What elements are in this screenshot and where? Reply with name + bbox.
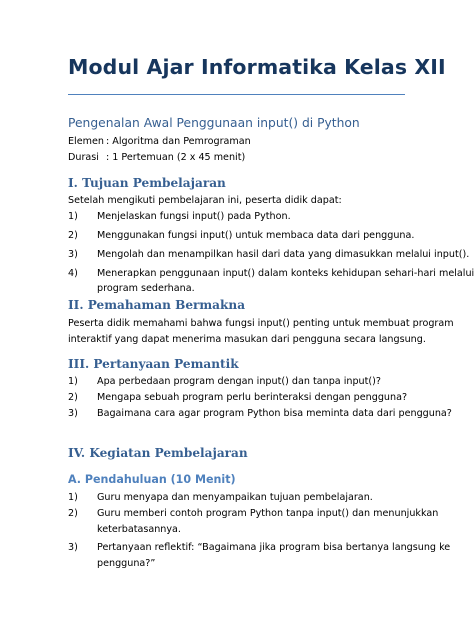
list-number: 1) <box>68 492 78 503</box>
list-text-continued: program sederhana. <box>97 283 195 294</box>
section-heading-kegiatan: IV. Kegiatan Pembelajaran <box>68 446 248 460</box>
list-text: Menjelaskan fungsi input() pada Python. <box>97 211 291 222</box>
list-number: 3) <box>68 408 78 419</box>
list-text: Mengapa sebuah program perlu berinteraksi dengan pengguna? <box>97 392 408 403</box>
subsection-heading-pendahuluan: A. Pendahuluan (10 Menit) <box>68 473 236 486</box>
list-text: Apa perbedaan program dengan input() dan tanpa input()? <box>97 376 381 387</box>
meta-key: Durasi <box>68 152 99 163</box>
list-text-continued: pengguna?” <box>97 558 156 569</box>
list-text: Guru memberi contoh program Python tanpa input() dan menunjukkan <box>97 508 439 519</box>
list-text: Menerapkan penggunaan input() dalam konteks kehidupan sehari-hari melalui <box>97 268 474 279</box>
pemahaman-paragraph-line: Peserta didik memahami bahwa fungsi input() penting untuk membuat program <box>68 318 454 329</box>
section-heading-pertanyaan: III. Pertanyaan Pemantik <box>68 357 239 371</box>
meta-value: : 1 Pertemuan (2 x 45 menit) <box>106 152 246 163</box>
list-text: Bagaimana cara agar program Python bisa meminta data dari pengguna? <box>97 408 452 419</box>
list-number: 4) <box>68 268 78 279</box>
list-number: 1) <box>68 211 78 222</box>
list-number: 3) <box>68 249 78 260</box>
tujuan-intro: Setelah mengikuti pembelajaran ini, peserta didik dapat: <box>68 195 342 206</box>
list-number: 2) <box>68 392 78 403</box>
list-number: 1) <box>68 376 78 387</box>
list-text: Pertanyaan reflektif: “Bagaimana jika program bisa bertanya langsung ke <box>97 542 451 553</box>
list-number: 2) <box>68 230 78 241</box>
list-number: 3) <box>68 542 78 553</box>
list-text-continued: keterbatasannya. <box>97 524 181 535</box>
section-heading-pemahaman: II. Pemahaman Bermakna <box>68 298 246 312</box>
section-heading-tujuan: I. Tujuan Pembelajaran <box>68 176 226 190</box>
title-divider <box>68 94 405 95</box>
document-title: Modul Ajar Informatika Kelas XII <box>68 55 446 79</box>
list-number: 2) <box>68 508 78 519</box>
meta-key: Elemen <box>68 136 104 147</box>
meta-value: : Algoritma dan Pemrograman <box>106 136 251 147</box>
pemahaman-paragraph-line: interaktif yang dapat menerima masukan dari pengguna secara langsung. <box>68 334 426 345</box>
list-text: Guru menyapa dan menyampaikan tujuan pembelajaran. <box>97 492 373 503</box>
list-text: Mengolah dan menampilkan hasil dari data yang dimasukkan melalui input(). <box>97 249 470 260</box>
document-subtitle: Pengenalan Awal Penggunaan input() di Python <box>68 116 360 130</box>
list-text: Menggunakan fungsi input() untuk membaca data dari pengguna. <box>97 230 415 241</box>
